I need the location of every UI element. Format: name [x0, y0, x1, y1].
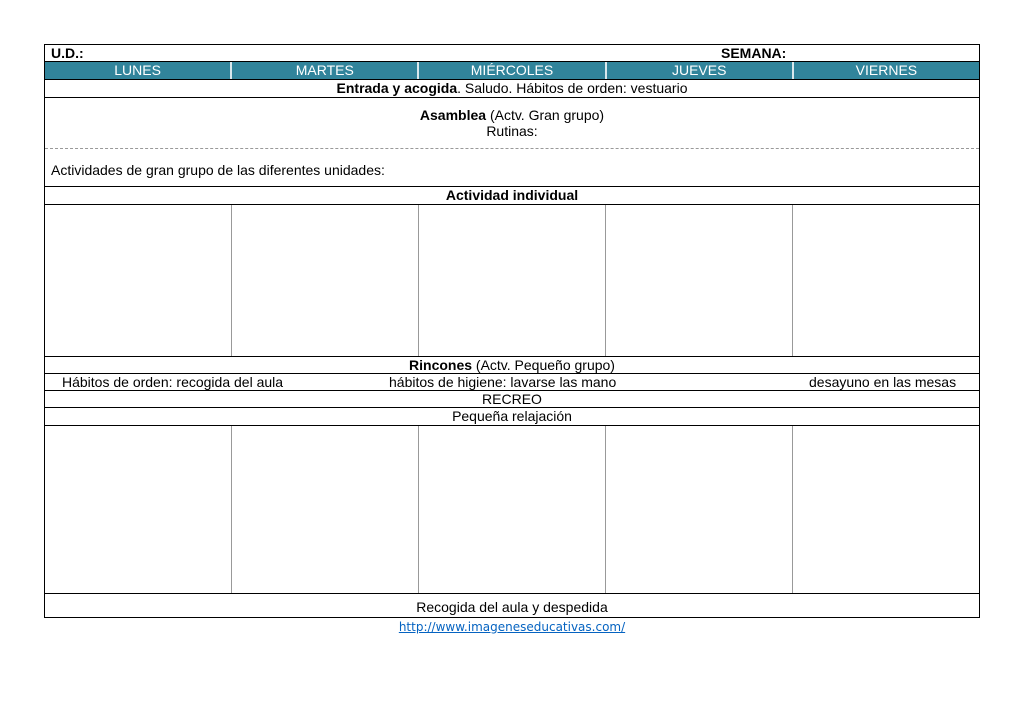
- rincones-row: [45, 357, 979, 374]
- entrada-text: . Saludo. Hábitos de orden: vestuario: [457, 80, 688, 96]
- despedida-label: Recogida del aula y despedida: [416, 599, 608, 615]
- relajacion-label: Pequeña relajación: [452, 408, 572, 424]
- cell-monday-individual[interactable]: [45, 205, 232, 356]
- cell-tuesday-individual[interactable]: [232, 205, 419, 356]
- entrada-title: Entrada y acogida: [336, 80, 458, 96]
- afternoon-grid: [45, 426, 979, 594]
- day-thursday: JUEVES: [607, 62, 794, 79]
- despedida-row: [45, 594, 979, 618]
- day-monday: LUNES: [45, 62, 232, 79]
- recreo-row: [45, 391, 979, 408]
- entrada-row: [45, 80, 979, 98]
- rutinas-label: Rutinas:: [486, 123, 538, 139]
- rincones-text: (Actv. Pequeño grupo): [472, 357, 615, 373]
- header-row: [45, 45, 979, 62]
- cell-wednesday-individual[interactable]: [419, 205, 606, 356]
- cell-monday-afternoon[interactable]: [45, 426, 232, 593]
- footer-url-link[interactable]: http://www.imageneseducativas.com/: [398, 620, 626, 634]
- asamblea-title: Asamblea: [419, 107, 487, 123]
- ud-label: U.D.:: [51, 45, 84, 61]
- weekly-planner-table: [44, 44, 980, 618]
- cell-friday-afternoon[interactable]: [793, 426, 979, 593]
- actividades-gran-grupo-label: Actividades de gran grupo de las diferentes unidades:: [51, 162, 385, 178]
- cell-thursday-afternoon[interactable]: [606, 426, 793, 593]
- day-wednesday: MIÉRCOLES: [419, 62, 606, 79]
- actividad-individual-label: Actividad individual: [445, 187, 579, 203]
- relajacion-row: [45, 408, 979, 426]
- cell-friday-individual[interactable]: [793, 205, 979, 356]
- actividades-gran-grupo-row: [45, 149, 979, 187]
- habitos-orden-label: Hábitos de orden: recogida del aula: [62, 374, 284, 390]
- cell-tuesday-afternoon[interactable]: [232, 426, 419, 593]
- days-header-row: [45, 62, 979, 80]
- cell-wednesday-afternoon[interactable]: [419, 426, 606, 593]
- rincones-title: Rincones: [409, 357, 473, 373]
- habitos-row: [45, 374, 979, 391]
- desayuno-label: desayuno en las mesas: [809, 374, 957, 390]
- habitos-higiene-label: hábitos de higiene: lavarse las mano: [389, 374, 617, 390]
- asamblea-row: [45, 98, 979, 149]
- actividad-individual-row: [45, 187, 979, 205]
- semana-label: SEMANA:: [721, 45, 787, 61]
- actividad-individual-grid: [45, 205, 979, 357]
- day-tuesday: MARTES: [232, 62, 419, 79]
- cell-thursday-individual[interactable]: [606, 205, 793, 356]
- recreo-label: RECREO: [482, 391, 542, 407]
- day-friday: VIERNES: [855, 62, 918, 78]
- asamblea-text: (Actv. Gran grupo): [486, 107, 605, 123]
